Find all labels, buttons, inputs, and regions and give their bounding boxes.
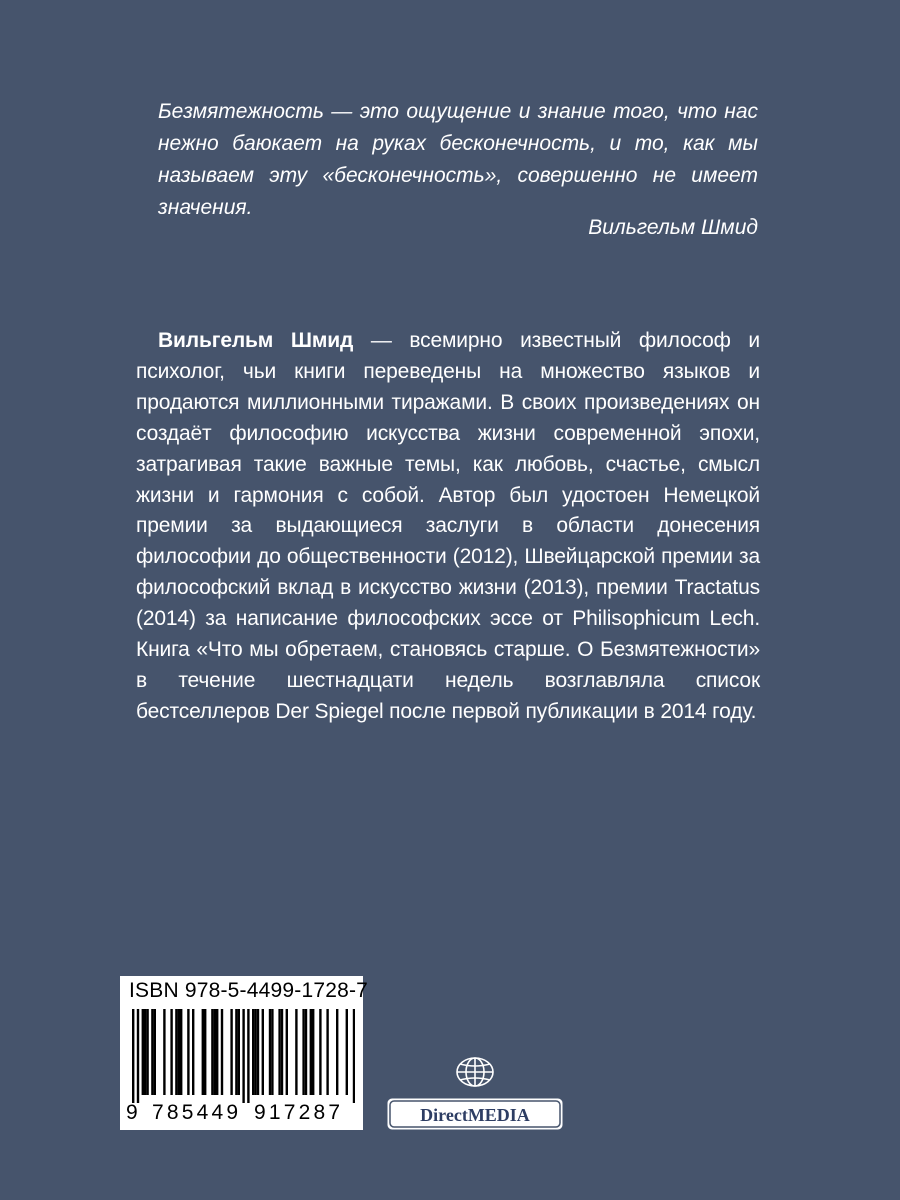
barcode-bar xyxy=(254,1009,256,1095)
barcode-bar xyxy=(230,1009,232,1095)
barcode-bar xyxy=(312,1009,314,1095)
bio-author-name: Вильгельм Шмид xyxy=(158,329,354,352)
barcode-bar xyxy=(262,1009,264,1095)
barcode-bar xyxy=(137,1009,139,1103)
barcode-bar xyxy=(204,1009,206,1095)
barcode-bar xyxy=(353,1009,355,1103)
barcode-bar xyxy=(178,1009,180,1095)
barcode-bar xyxy=(211,1009,213,1095)
epigraph-author: Вильгельм Шмид xyxy=(588,216,758,239)
epigraph-quote: Безмятежность — это ощущение и знание того, что нас нежно баюкает на руках бесконечность, и то, как мы называем эту «бесконечность», совершенно не имеет значения. xyxy=(158,100,758,219)
barcode-bars xyxy=(130,1009,355,1103)
barcode-bar xyxy=(269,1009,271,1095)
logo-text-direct: Direct xyxy=(420,1105,468,1125)
barcode-bar xyxy=(144,1009,146,1095)
bio-text: — всемирно известный философ и психолог, чьи книги переведены на множество языков и продаются миллионными тиражами. В своих произведениях он создаёт философию искусства жизни современной эпохи, затрагивая такие важные темы, как любовь, счастье, смысл жизни и гармония с собой. Автор был удостоен Немецкой премии за выдающиеся заслуги в области донесения философии до общественности (2012), Швейцарской премии за философский вклад в искусство жизни (2013), премии Tractatus (2014) за написание философских эссе от Philisophicum Lech. Книга «Что мы обретаем, становясь старше. О Безмятежности» в течение шестнадцати недель возглавляла список бестселлеров Der Spiegel после первой публикации в 2014 году. xyxy=(136,329,760,723)
barcode-bar xyxy=(202,1009,204,1095)
barcode-bar xyxy=(214,1009,216,1095)
barcode-bar xyxy=(278,1009,280,1095)
barcode-bar xyxy=(132,1009,134,1103)
barcode-bar xyxy=(242,1009,244,1103)
barcode-bar xyxy=(238,1009,240,1095)
barcode-bar xyxy=(221,1009,223,1095)
barcode-bar xyxy=(192,1009,194,1095)
barcode-bar xyxy=(151,1009,153,1095)
barcode-bar xyxy=(305,1009,307,1095)
barcode-bar xyxy=(216,1009,218,1095)
ean-left-group: 785449 xyxy=(152,1101,242,1124)
logo-text-media: MEDIA xyxy=(467,1105,530,1125)
directmedia-logo xyxy=(385,1048,565,1138)
barcode-bar xyxy=(257,1009,259,1095)
ean-first-digit: 9 xyxy=(126,1101,138,1124)
barcode-bar xyxy=(302,1009,304,1095)
isbn-barcode xyxy=(120,976,369,1130)
barcode-bar xyxy=(286,1009,288,1095)
barcode-bar xyxy=(146,1009,148,1095)
barcode-bar xyxy=(336,1009,338,1095)
barcode-bar xyxy=(252,1009,254,1095)
barcode-bar xyxy=(235,1009,237,1095)
barcode-bar xyxy=(319,1009,321,1095)
ean-right-group: 917287 xyxy=(254,1101,344,1124)
barcode-bar xyxy=(175,1009,177,1095)
barcode-bar xyxy=(163,1009,165,1095)
isbn-label: ISBN 978-5-4499-1728-7 xyxy=(129,979,369,1002)
barcode-bar xyxy=(310,1009,312,1095)
barcode-bar xyxy=(154,1009,156,1095)
barcode-bar xyxy=(170,1009,172,1095)
barcode-bar xyxy=(187,1009,189,1095)
svg-text:DirectMEDIA xyxy=(420,1105,530,1125)
barcode-bar xyxy=(281,1009,283,1095)
barcode-bar xyxy=(346,1009,348,1095)
barcode-bar xyxy=(142,1009,144,1095)
barcode-bar xyxy=(326,1009,328,1095)
barcode-bar xyxy=(180,1009,182,1095)
barcode-bar xyxy=(247,1009,249,1103)
author-bio xyxy=(136,326,760,728)
barcode-bar xyxy=(295,1009,297,1095)
barcode-bar xyxy=(271,1009,273,1095)
